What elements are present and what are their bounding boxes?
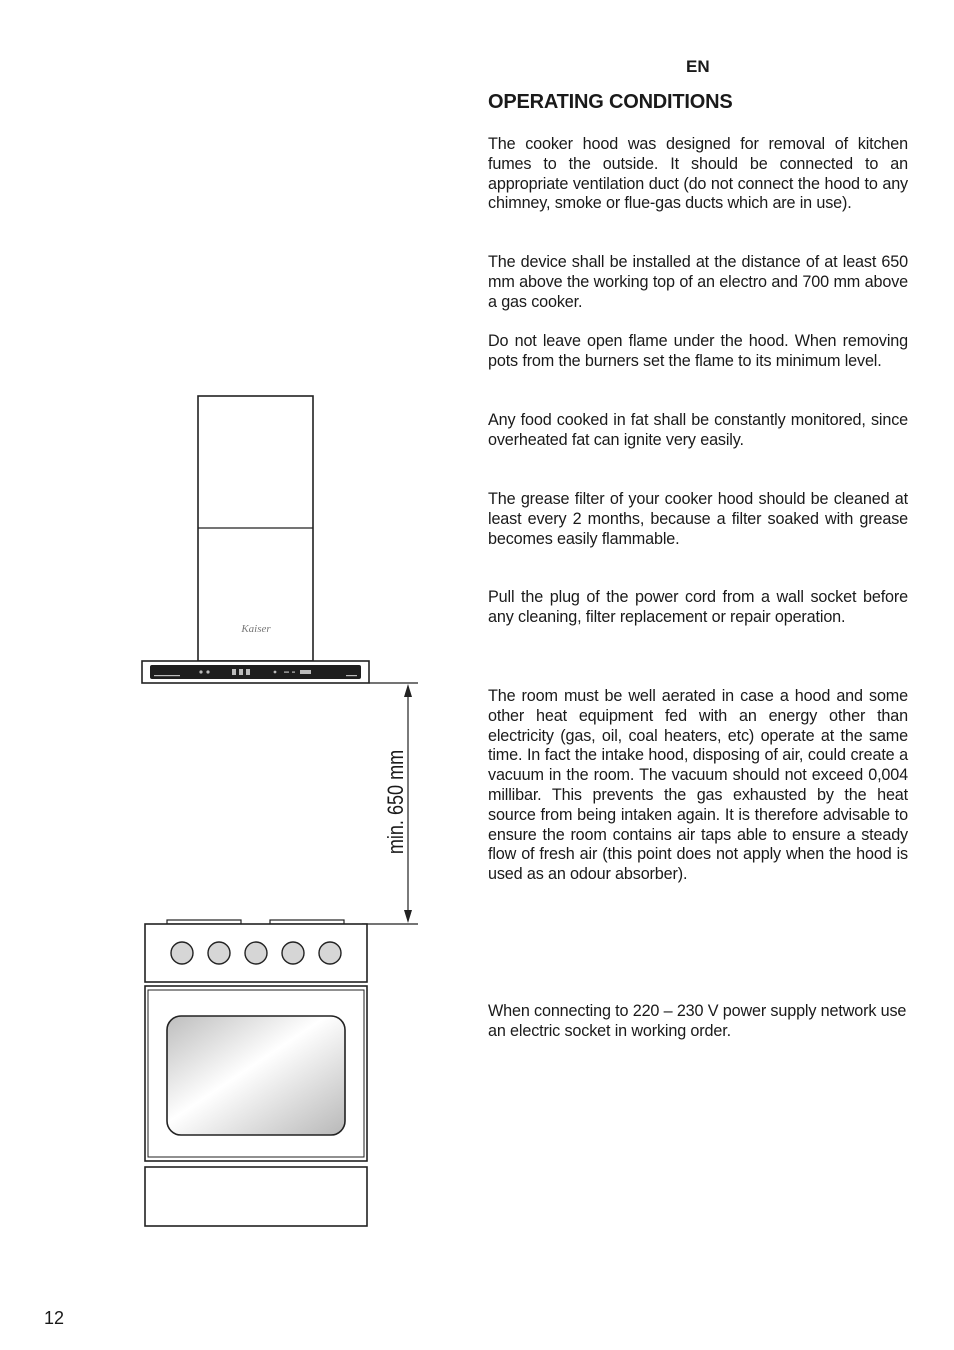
hood-canopy	[142, 661, 369, 683]
paragraph-open-flame: Do not leave open flame under the hood. When removing pots from the burners set the flame to its minimum level.	[488, 332, 908, 370]
language-label: EN	[686, 57, 710, 76]
paragraph-power-supply: When connecting to 220 – 230 V power supply network use an electric socket in working order.	[488, 1002, 907, 1040]
page-title: OPERATING CONDITIONS	[488, 91, 733, 113]
paragraph-installation-distance: The device shall be installed at the distance of at least 650 mm above the working top of an electro and 700 mm above a gas cooker.	[488, 253, 908, 311]
hood-chimney	[198, 396, 313, 661]
page-number: 12	[44, 1308, 65, 1328]
paragraph-fat-monitoring: Any food cooked in fat shall be constantly monitored, since overheated fat can ignite very easily.	[488, 411, 908, 449]
oven-door-window	[167, 1016, 345, 1135]
brand-logo: Kaiser	[241, 623, 271, 635]
cooker	[145, 920, 367, 1226]
paragraph-room-aeration: The room must be well aerated in case a hood and some other heat equipment fed with an energy other than electricity (gas, oil, coal heaters, etc) operate at the same time. In fact the intake hood, disposing of air, could create a vacuum in the room. The vacuum should not exceed 0,004 millibar. This prevents the gas exhausted by the heat source from being intaken again. It is therefore advisable to ensure the room contains air taps able to ensure a steady flow of fresh air (this point does not apply when the hood is used as an odour absorber).	[488, 687, 908, 884]
dimension-label: min. 650 mm	[383, 749, 408, 855]
paragraph-ventilation: The cooker hood was designed for removal of kitchen fumes to the outside. It should be connected to an appropriate ventilation duct (do not connect the hood to any chimney, smoke or flue-gas ducts which are in use).	[488, 135, 908, 213]
paragraph-grease-filter: The grease filter of your cooker hood should be cleaned at least every 2 months, because a filter soaked with grease becomes easily flammable.	[488, 490, 908, 548]
cooker-drawer	[145, 1167, 367, 1226]
paragraph-power-plug: Pull the plug of the power cord from a wall socket before any cleaning, filter replacement or repair operation.	[488, 588, 908, 626]
